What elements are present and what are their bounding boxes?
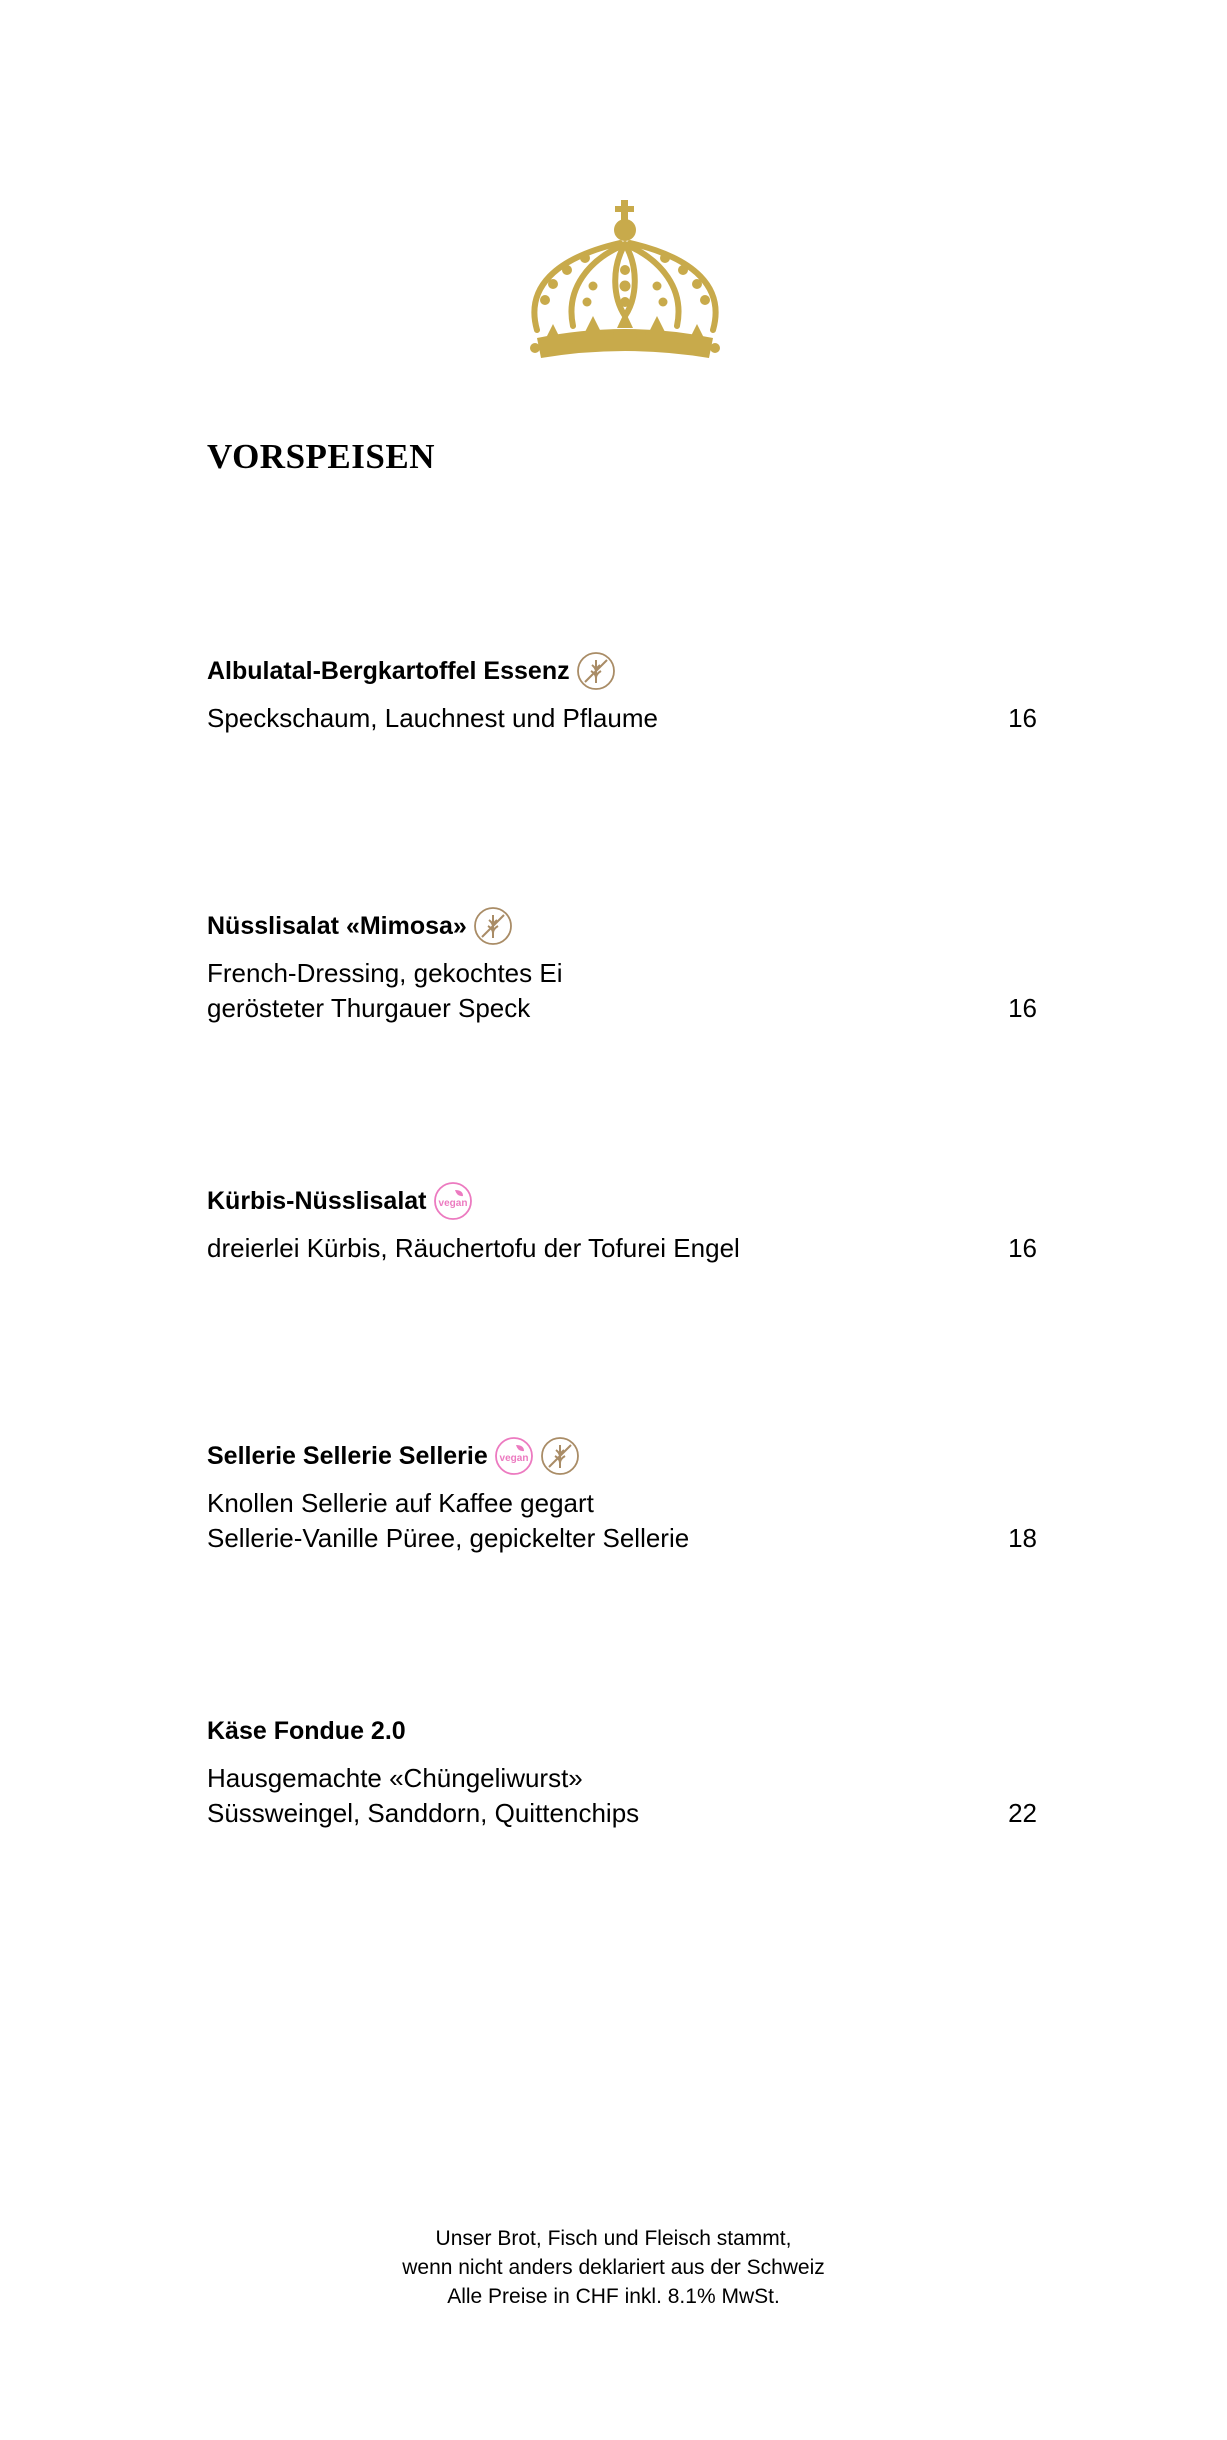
crown-icon [515, 198, 735, 363]
gluten-free-icon [473, 906, 513, 946]
footer-line: Unser Brot, Fisch und Fleisch stammt, [435, 2227, 792, 2250]
vegan-icon [433, 1181, 473, 1221]
svg-text:vegan: vegan [438, 1198, 467, 1209]
item-description [207, 701, 1037, 736]
gluten-free-icon [576, 651, 616, 691]
item-name-row [207, 1436, 1037, 1476]
item-name-row [207, 906, 1037, 946]
menu-item [207, 1436, 1037, 1556]
footer-note [0, 2224, 1227, 2311]
menu-item [207, 1181, 1037, 1266]
item-price: 18 [1008, 1523, 1037, 1553]
item-price: 22 [1008, 1798, 1037, 1828]
footer-line: Alle Preise in CHF inkl. 8.1% MwSt. [447, 2285, 780, 2308]
item-description [207, 1231, 1037, 1266]
item-name: Nüsslisalat «Mimosa» [207, 912, 467, 940]
vegan-icon [494, 1436, 534, 1476]
item-price: 16 [1008, 993, 1037, 1023]
description-line: Knollen Sellerie auf Kaffee gegart [207, 1488, 594, 1518]
item-description [207, 956, 1037, 1026]
item-name-row [207, 1711, 1037, 1751]
description-line: Speckschaum, Lauchnest und Pflaume [207, 703, 658, 733]
item-name-row [207, 1181, 1037, 1221]
item-description [207, 1761, 1037, 1831]
menu-item [207, 651, 1037, 736]
item-name: Albulatal-Bergkartoffel Essenz [207, 657, 570, 685]
item-description [207, 1486, 1037, 1556]
description-line: Süssweingel, Sanddorn, Quittenchips [207, 1798, 640, 1828]
description-line: French-Dressing, gekochtes Ei [207, 958, 563, 988]
description-line: dreierlei Kürbis, Räuchertofu der Tofurei Engel [207, 1233, 740, 1263]
menu-item [207, 906, 1037, 1026]
description-line: Hausgemachte «Chüngeliwurst» [207, 1763, 583, 1793]
item-name: Kürbis-Nüsslisalat [207, 1187, 427, 1215]
item-price: 16 [1008, 703, 1037, 733]
item-name: Sellerie Sellerie Sellerie [207, 1442, 488, 1470]
menu-item [207, 1711, 1037, 1831]
svg-text:vegan: vegan [499, 1453, 529, 1464]
item-price: 16 [1008, 1233, 1037, 1263]
description-line: gerösteter Thurgauer Speck [207, 993, 531, 1023]
section-title: VORSPEISEN [207, 437, 435, 476]
item-name-row [207, 651, 1037, 691]
gluten-free-icon [540, 1436, 580, 1476]
crown-logo [515, 198, 735, 363]
item-name: Käse Fondue 2.0 [207, 1717, 406, 1745]
description-line: Sellerie-Vanille Püree, gepickelter Sellerie [207, 1523, 690, 1553]
footer-line: wenn nicht anders deklariert aus der Schweiz [402, 2256, 825, 2279]
